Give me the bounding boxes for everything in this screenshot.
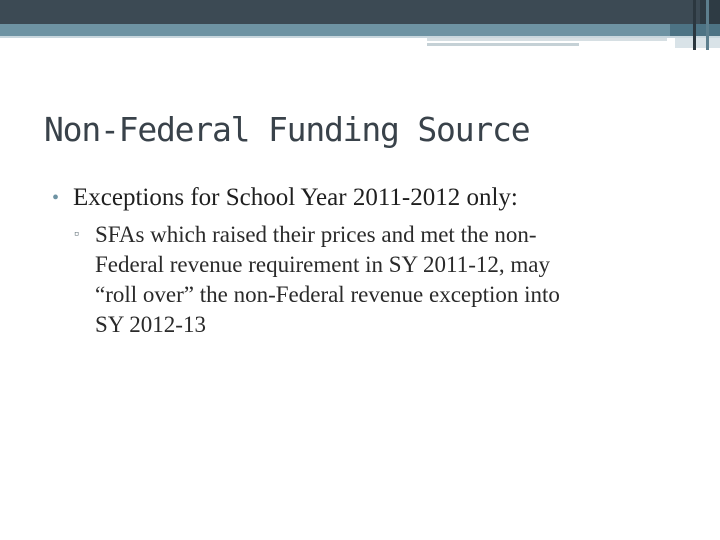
- banner-strip: [427, 38, 667, 41]
- top-banner-teal: [0, 24, 720, 36]
- banner-strip: [675, 38, 720, 48]
- bullet-text: Exceptions for School Year 2011-2012 only:: [73, 184, 518, 211]
- banner-strip: [427, 43, 579, 46]
- banner-divider: [706, 0, 709, 50]
- slide-title: Non-Federal Funding Source: [44, 110, 530, 149]
- sub-bullet-line: SY 2012-13: [95, 312, 206, 337]
- top-banner-dark: [0, 0, 700, 24]
- sub-bullet-line: Federal revenue requirement in SY 2011-12, may: [95, 252, 550, 277]
- sub-bullet-icon: ▫: [74, 227, 79, 242]
- sub-bullet-line: “roll over” the non-Federal revenue exception into: [95, 282, 560, 307]
- top-banner-dark-right: [700, 0, 720, 24]
- sub-bullet-line: SFAs which raised their prices and met the non-: [95, 222, 537, 247]
- banner-divider: [693, 0, 696, 50]
- bullet-icon: •: [52, 187, 60, 209]
